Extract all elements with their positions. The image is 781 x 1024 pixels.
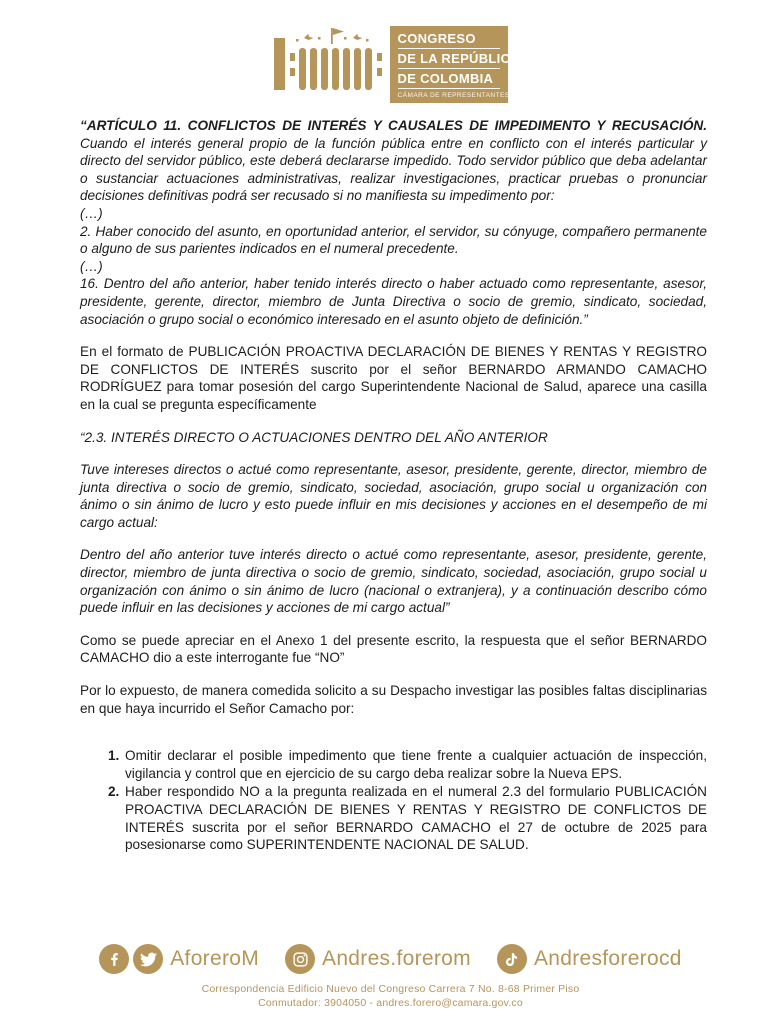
social-group-facebook-twitter xyxy=(99,944,259,974)
facebook-icon xyxy=(99,944,129,974)
footer-address-line-2: Conmutador: 3904050 - andres.forero@camara.gov.co xyxy=(258,997,523,1009)
heading-seccion-2-3: “2.3. INTERÉS DIRECTO O ACTUACIONES DENTRO DEL AÑO ANTERIOR xyxy=(80,429,548,445)
paragraph-solicitud: Por lo expuesto, de manera comedida solicito a su Despacho investigar las posibles faltas disciplinarias en que haya incurrido el Señor Camacho por: xyxy=(80,683,707,716)
instagram-icon xyxy=(285,944,315,974)
congress-logo-textbox xyxy=(390,26,520,103)
list-item-text: Haber respondido NO a la pregunta realizada en el numeral 2.3 del formulario PUBLICACIÓN PROACTIVA DECLARACIÓN DE BIENES Y RENTAS Y REGISTRO DE CONFLICTOS DE INTERÉS suscrita por el señor BERNARDO CAMACHO el 27 de octubre de 2025 para posesionarse como SUPERINTENDENTE NACIONAL DE SALUD. xyxy=(125,784,707,853)
list-item-text: Omitir declarar el posible impedimento que tiene frente a cualquier actuación de inspección, vigilancia y control que en ejercicio de su cargo deba realizar sobre la Nueva EPS. xyxy=(125,748,707,781)
logo-line-2: DE LA REPÚBLICA xyxy=(398,51,500,69)
social-group-tiktok xyxy=(497,944,682,974)
paragraph-articulo-11 xyxy=(80,117,707,205)
paragraph-formato: En el formato de PUBLICACIÓN PROACTIVA DECLARACIÓN DE BIENES Y RENTAS Y REGISTRO DE CONFLICTOS DE INTERÉS suscrito por el señor BERNARDO ARMANDO CAMACHO RODRÍGUEZ para tomar posesión del cargo Superintendente Nacional de Salud, aparece una casilla en la cual se pregunta específicamente xyxy=(80,344,707,412)
paragraph-tuve-intereses: Tuve intereses directos o actué como representante, asesor, presidente, gerente, director, miembro de junta directiva o socio de gremio, sindicato, sociedad, asociación, grupo social u organización con ánimo o sin ánimo de lucro y esto puede influir en mis decisiones y acciones en el desempeño de mi cargo actual: xyxy=(80,462,707,530)
list-item-number: 1. xyxy=(108,748,120,764)
tiktok-icon xyxy=(497,944,527,974)
page-footer xyxy=(0,944,781,1010)
congress-logo xyxy=(274,26,520,103)
paragraph-numeral-2: 2. Haber conocido del asunto, en oportunidad anterior, el servidor, su cónyuge, compañero permanente o alguno de sus parientes indicados en el numeral precedente. xyxy=(80,223,707,257)
numbered-list xyxy=(80,747,707,854)
ellipsis-line-1: (…) xyxy=(80,205,103,221)
articulo-11-text: Cuando el interés general propio de la función pública entre en conflicto con el interés particular y directo del servidor público, este deberá declararse impedido. Todo servidor público que deba adelantar o sustanciar actuaciones administrativas, realizar investigaciones, practicar pruebas o pronunciar decisiones definitivas podrá ser recusado si no manifiesta su impedimento por: xyxy=(80,135,707,204)
paragraph-dentro-del-ano: Dentro del año anterior tuve interés directo o actué como representante, asesor, presidente, gerente, director, miembro de junta directiva o socio de gremio, sindicato, sociedad, asociación, grupo social u organización con ánimo o sin ánimo de lucro (nacional o extranjera), y a continuación describo cómo puede influir en las decisiones y acciones de mi cargo actual” xyxy=(80,547,707,616)
list-item-number: 2. xyxy=(108,784,120,800)
capitol-building-icon xyxy=(274,26,386,94)
logo-subtitle: CÁMARA DE REPRESENTANTES xyxy=(397,92,510,99)
twitter-icon xyxy=(133,944,163,974)
instagram-handle: Andres.forerom xyxy=(322,947,471,970)
footer-address-line-1: Correspondencia Edificio Nuevo del Congreso Carrera 7 No. 8-68 Primer Piso xyxy=(201,983,580,995)
social-media-row xyxy=(0,944,781,974)
list-item xyxy=(80,747,707,782)
logo-line-3: DE COLOMBIA xyxy=(398,71,500,89)
letter-body xyxy=(80,117,707,854)
paragraph-numeral-16: 16. Dentro del año anterior, haber tenido interés directo o haber actuado como representante, asesor, presidente, gerente, director, miembro de Junta Directiva o socio de gremio, sindicato, sociedad, asociación o grupo social o económico interesado en el asunto objeto de definición.” xyxy=(80,276,707,327)
tiktok-handle: Andresforerocd xyxy=(533,947,682,970)
facebook-twitter-handle: AforeroM xyxy=(170,947,260,970)
articulo-11-title: “ARTÍCULO 11. CONFLICTOS DE INTERÉS Y CAUSALES DE IMPEDIMENTO Y RECUSACIÓN. xyxy=(80,118,707,133)
paragraph-anexo-1: Como se puede apreciar en el Anexo 1 del presente escrito, la respuesta que el señor BERNARDO CAMACHO dio a este interrogante fue “NO” xyxy=(80,632,707,666)
ellipsis-line-2: (…) xyxy=(80,258,103,274)
letterhead xyxy=(0,26,781,103)
logo-line-1: CONGRESO xyxy=(398,31,500,49)
social-group-instagram xyxy=(285,944,471,974)
list-item xyxy=(80,783,707,853)
